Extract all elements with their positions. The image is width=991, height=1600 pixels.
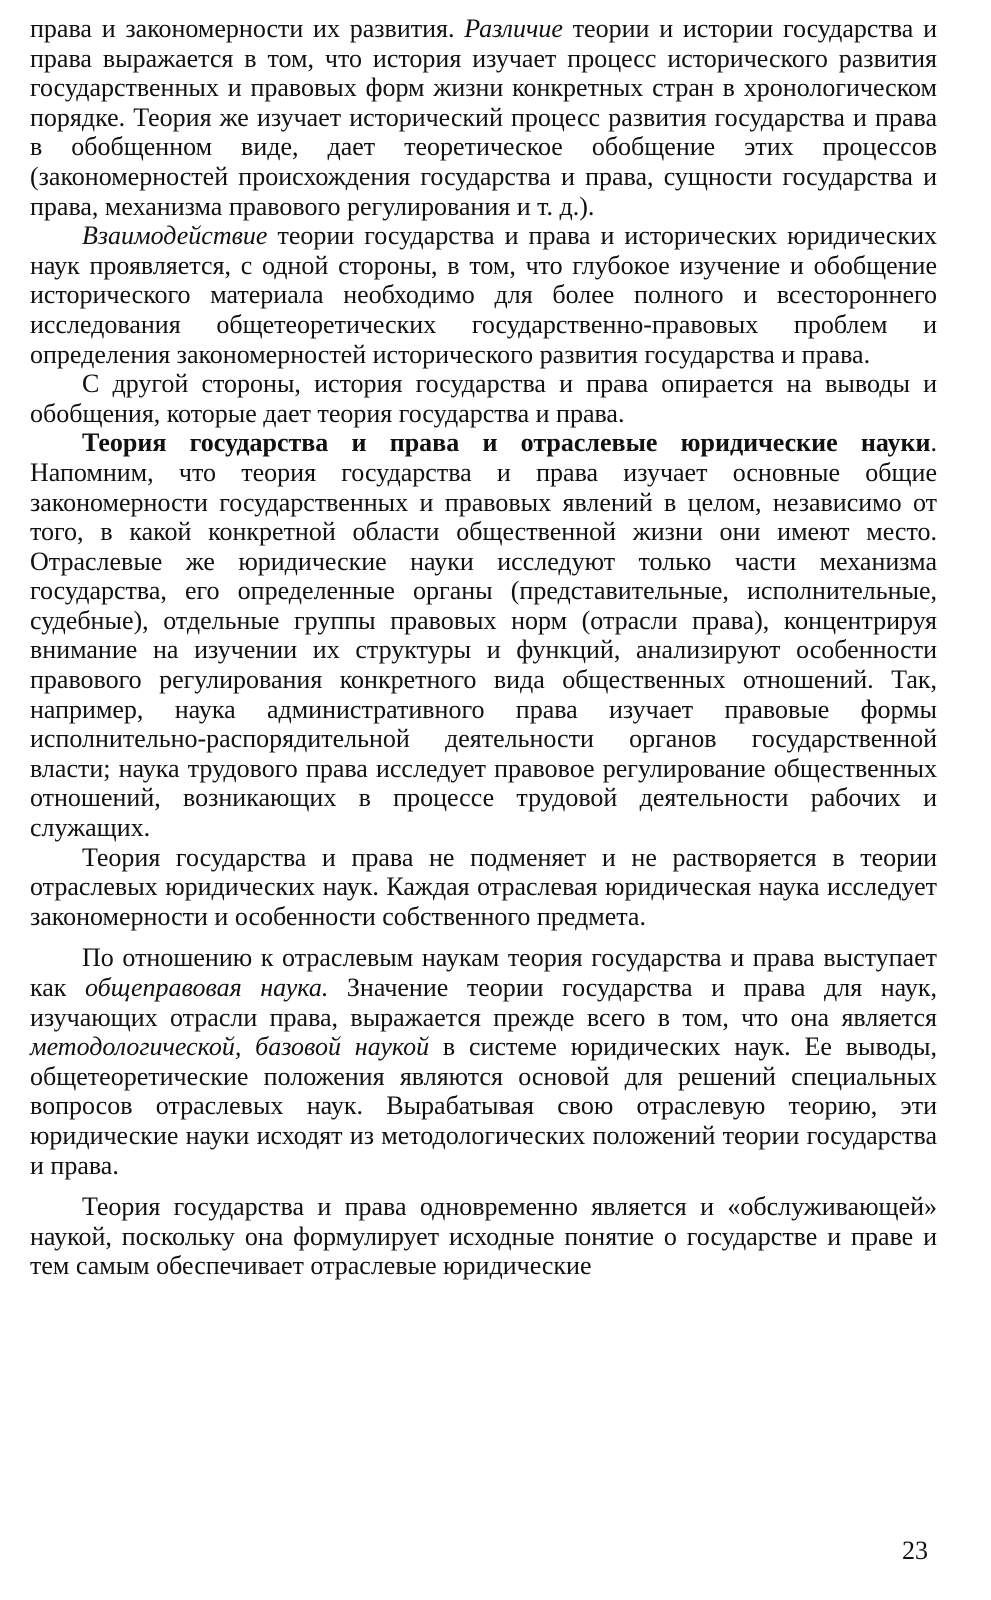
italic-term: Взаимодействие xyxy=(82,221,268,251)
paragraph-4 xyxy=(30,428,937,842)
text-run: . Напомним, что теория государства и права изучает основные общие закономерности государственных и правовых явлений в целом, независимо от того, в какой конкретной области общественной жизни они имеют место. Отраслевые же юридические науки исследуют только части механизма государства, его определенные органы (представительные, исполнительные, судебные), отдельные группы правовых норм (отрасли права), концентрируя внимание на изучении их структуры и функций, анализируют особенности правового регулирования конкретного вида общественных отношений. Так, например, наука административного права изучает правовые формы исполнительно-распорядительной деятельности органов государственной власти; наука трудового права исследует правовое регулирование общественных отношений, возникающих в процессе трудовой деятельности рабочих и служащих. xyxy=(30,428,937,843)
paragraph-1 xyxy=(30,14,937,221)
italic-term: методологической, базовой наукой xyxy=(30,1032,430,1062)
section-heading: Теория государства и права и отраслевые юридические науки xyxy=(82,428,931,458)
paragraph-3 xyxy=(30,369,937,428)
text-run: По отношению к отраслевым наукам теория государства и права выступает как xyxy=(30,943,937,1002)
paragraph-5 xyxy=(30,843,937,932)
italic-term: общеправовая наука. xyxy=(84,973,329,1002)
paragraph-7 xyxy=(30,1192,937,1281)
page-text xyxy=(30,14,937,1281)
italic-term: Различие xyxy=(464,14,563,43)
page-number: 23 xyxy=(902,1536,928,1565)
text-run: права и закономерности их развития. xyxy=(30,14,465,43)
paragraph-6 xyxy=(30,943,937,1180)
text-run: в системе юридических наук. Ее выводы, общетеоретические положения являются основой для решений специальных вопросов отраслевых наук. Вырабатывая свою отраслевую теорию, эти юридические науки исходят из методологических положений теории государства и права. xyxy=(30,1032,937,1180)
text-run: теории государства и права и исторических юридических наук проявляется, с одной стороны, в том, что глубокое изучение и обобщение исторического материала необходимо для более полного и всестороннего исследования общетеоретических государственно-правовых проблем и определения закономерностей исторического развития государства и права. xyxy=(30,221,937,369)
text-run: Теория государства и права не подменяет и не растворяется в теории отраслевых юридических наук. Каждая отраслевая юридическая наука исследует закономерности и особенности собственного предмета. xyxy=(30,842,937,931)
paragraph-2 xyxy=(30,221,937,369)
text-run: теории и истории государства и права выражается в том, что история изучает процесс исторического развития государственных и правовых форм жизни конкретных стран в хронологическом порядке. Теория же изучает исторический процесс развития государства и права в обобщенном виде, дает теоретическое обобщение этих процессов (закономерностей происхождения государства и права, сущности государства и права, механизма правового регулирования и т. д.). xyxy=(30,14,937,221)
text-run: С другой стороны, история государства и права опирается на выводы и обобщения, которые дает теория государства и права. xyxy=(30,369,937,428)
text-run: Теория государства и права одновременно является и «обслуживающей» наукой, поскольку она формулирует исходные понятие о государстве и праве и тем самым обеспечивает отраслевые юридические xyxy=(30,1192,937,1281)
text-run: Значение теории государства и права для наук, изучающих отрасли права, выражается прежде всего в том, что она является xyxy=(30,973,937,1032)
